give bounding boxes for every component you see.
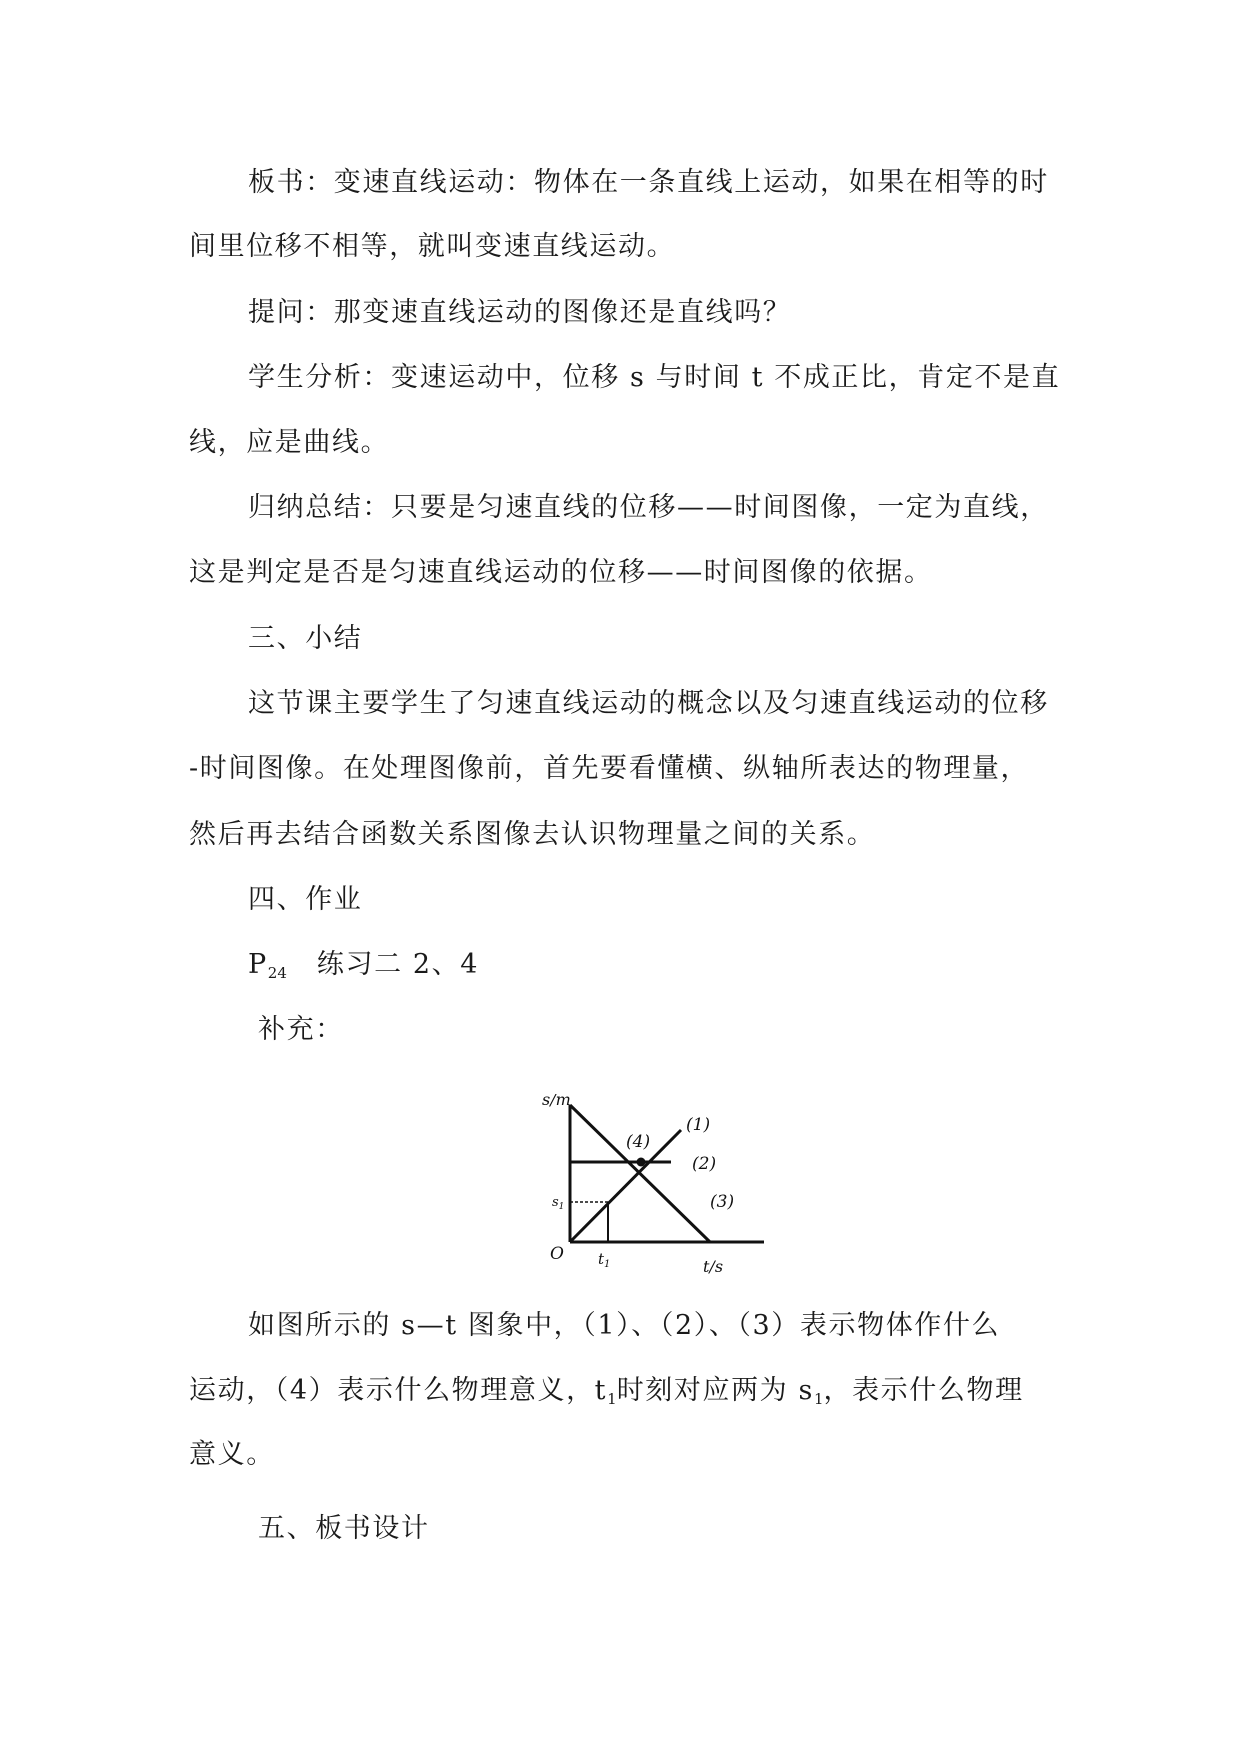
x-axis-label: t/s <box>703 1257 724 1276</box>
supplement-label: 补充： <box>258 1014 344 1045</box>
heading-section-3: 三、小结 <box>248 623 363 654</box>
t1-subscript: 1 <box>607 1390 617 1408</box>
label-1: (1) <box>686 1115 711 1135</box>
heading-section-5: 五、板书设计 <box>258 1513 430 1544</box>
intersection-point <box>637 1158 646 1167</box>
question-line2: 运动，（4）表示什么物理意义，$t_1$时刻对应两为 $s_1$，表示什么物理 <box>189 1375 1024 1408</box>
homework-line <box>248 948 479 990</box>
para-summary-line1: 归纳总结：只要是匀速直线的位移——时间图像，一定为直线， <box>248 492 1049 523</box>
para-conclusion-line2: -时间图像。在处理图像前，首先要看懂横、纵轴所表达的物理量， <box>189 753 1030 784</box>
para-question: 提问：那变速直线运动的图像还是直线吗？ <box>248 297 792 328</box>
homework-page-sub: 24 <box>267 964 287 982</box>
question-line1: 如图所示的 s—t 图象中，（1）、（2）、（3）表示物体作什么 <box>248 1310 1001 1341</box>
para-summary-line2: 这是判定是否是匀速直线运动的位移——时间图像的依据。 <box>189 557 933 588</box>
label-4: (4) <box>626 1132 651 1152</box>
y-axis-label: s/m <box>542 1094 571 1109</box>
label-3: (3) <box>710 1192 735 1212</box>
para-student-analysis-line1: 学生分析：变速运动中，位移 s 与时间 t 不成正比，肯定不是直 <box>248 362 1061 393</box>
st-graph-figure <box>540 1094 790 1284</box>
para-blackboard-line2: 间里位移不相等，就叫变速直线运动。 <box>189 231 676 262</box>
homework-page: P <box>248 949 268 980</box>
label-2: (2) <box>692 1154 717 1174</box>
para-blackboard-line1: 板书：变速直线运动：物体在一条直线上运动，如果在相等的时 <box>248 167 1049 198</box>
heading-section-4: 四、作业 <box>248 884 363 915</box>
para-conclusion-line3: 然后再去结合函数关系图像去认识物理量之间的关系。 <box>189 819 876 850</box>
para-student-analysis-line2: 线，应是曲线。 <box>189 427 390 458</box>
s1-subscript: 1 <box>813 1390 824 1408</box>
origin-label: O <box>550 1244 564 1264</box>
t1-label: $t_1$ <box>598 1250 611 1270</box>
s1-label: $s_1$ <box>552 1195 565 1212</box>
homework-text: 练习二 2、4 <box>316 949 480 980</box>
para-conclusion-line1: 这节课主要学生了匀速直线运动的概念以及匀速直线运动的位移 <box>248 688 1049 719</box>
question-line3: 意义。 <box>189 1439 275 1470</box>
